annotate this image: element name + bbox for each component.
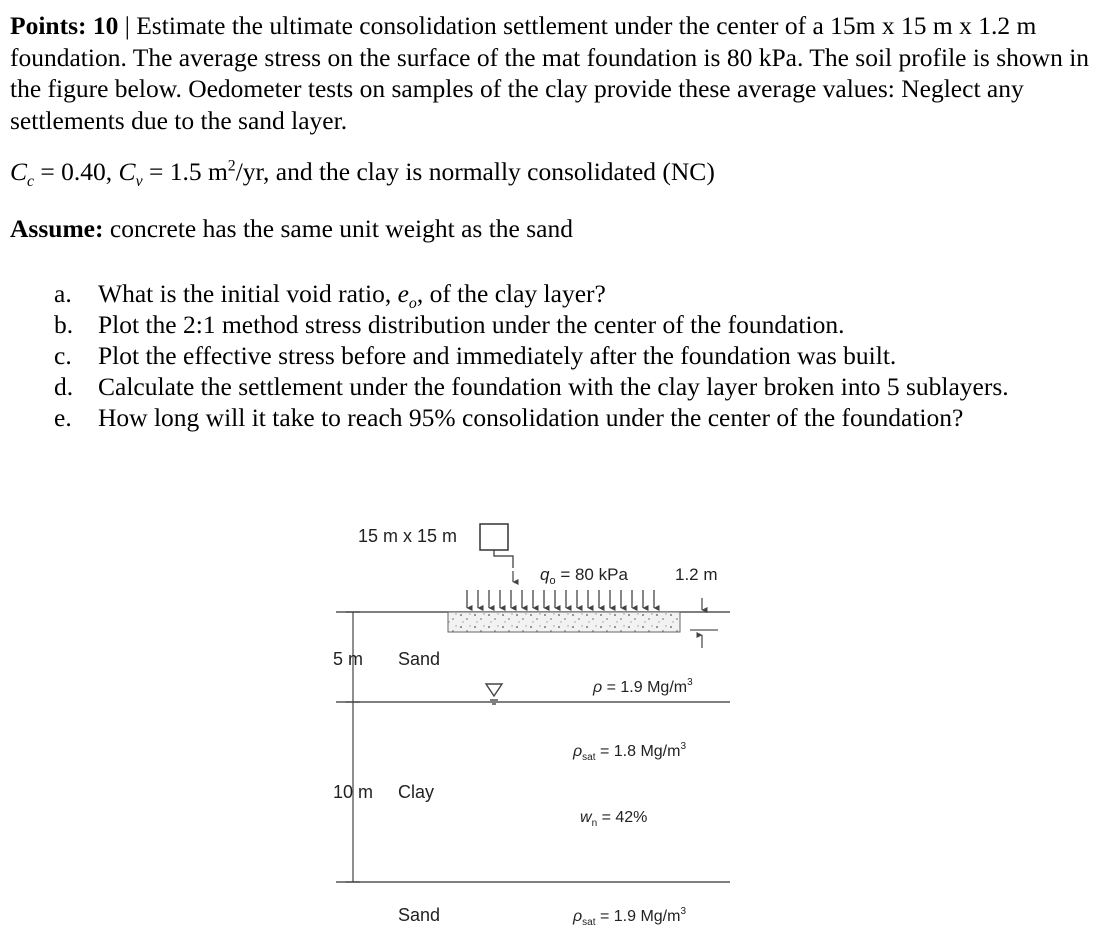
- question-letter: e.: [54, 403, 72, 432]
- soil-profile-figure: [318, 516, 758, 940]
- water-table-symbol: [486, 684, 502, 704]
- question-letter: d.: [54, 372, 74, 401]
- foundation-size-label: 15 m x 15 m: [358, 526, 458, 546]
- question-text: Plot the 2:1 method stress distribution under the center of the foundation.: [98, 310, 845, 339]
- statement-text: Estimate the ultimate consolidation settlement under the center of a 15m x 15 m x 1.2 m foundation. The average stress on the surface of the mat foundation is 80 kPa. The soil profile is shown in the figure below. Oedometer tests on samples of the clay provide these average values: Neglect any settlements due to the sand layer.: [10, 11, 1090, 135]
- question-a: a. What is the initial void ratio, $e_o$, of the clay layer?: [54, 279, 606, 313]
- question-letter: a.: [54, 279, 72, 308]
- cc-value: = 0.40,: [34, 157, 119, 186]
- question-text: Calculate the settlement under the foundation with the clay layer broken into 5 sublayers.: [98, 372, 1009, 401]
- clay-layer-label: Clay: [398, 782, 435, 802]
- question-letter: b.: [54, 310, 74, 339]
- clay-water-content-label: $w_n = 42\%$: [580, 809, 648, 829]
- assume-text: concrete has the same unit weight as the sand: [103, 214, 573, 243]
- question-letter: c.: [54, 341, 72, 370]
- question-text: How long will it take to reach 95% consolidation under the center of the foundation?: [98, 403, 964, 432]
- assume-label: Assume:: [10, 214, 104, 243]
- thickness-label: 1.2 m: [675, 565, 718, 584]
- bottom-sand-density-label: $\rho_{sat} = 1.9$ $Mg/m^3$: [573, 906, 686, 928]
- question-text: Plot the effective stress before and immediately after the foundation was built.: [98, 341, 897, 370]
- bottom-sand-label: Sand: [398, 905, 441, 925]
- sand-layer-label: Sand: [398, 649, 441, 669]
- cv-value: = 1.5 m: [142, 157, 228, 186]
- question-b: [10, 309, 1100, 340]
- mat-foundation: [448, 612, 680, 632]
- points-separator: |: [118, 11, 137, 40]
- load-arrows: [467, 590, 654, 608]
- question-text: What is the initial void ratio,: [98, 279, 398, 308]
- clay-density-label: $\rho_{sat} = 1.8$ $Mg/m^3$: [573, 741, 686, 763]
- question-list: [10, 278, 1100, 433]
- stress-label: $q_o = 80$ kPa: [540, 565, 628, 587]
- question-c: [10, 340, 1100, 371]
- question-text-end: , of the clay layer?: [416, 279, 606, 308]
- clay-depth-label: 10 m: [333, 782, 374, 802]
- points-label: Points: 10: [10, 11, 119, 40]
- soil-parameters: $C_c = 0.40$, $C_v = 1.5$ $m^2/yr$, and the clay is normally consolidated (NC): [10, 157, 715, 191]
- question-d: [10, 371, 1100, 402]
- soil-profile-diagram: [318, 516, 758, 940]
- assumption: [10, 213, 1100, 244]
- foundation-plan-square: [480, 524, 508, 550]
- sand-depth-label: 5 m: [333, 649, 364, 669]
- question-e: [10, 402, 1100, 433]
- sand-density-label: ρ = 1.9 $Mg/m^3$: [593, 677, 693, 696]
- problem-statement: [10, 10, 1100, 136]
- cv-unit-and-condition: /yr, and the clay is normally consolidated (NC): [235, 157, 715, 186]
- problem-document: [10, 10, 1100, 433]
- plan-leader-line: [494, 550, 513, 568]
